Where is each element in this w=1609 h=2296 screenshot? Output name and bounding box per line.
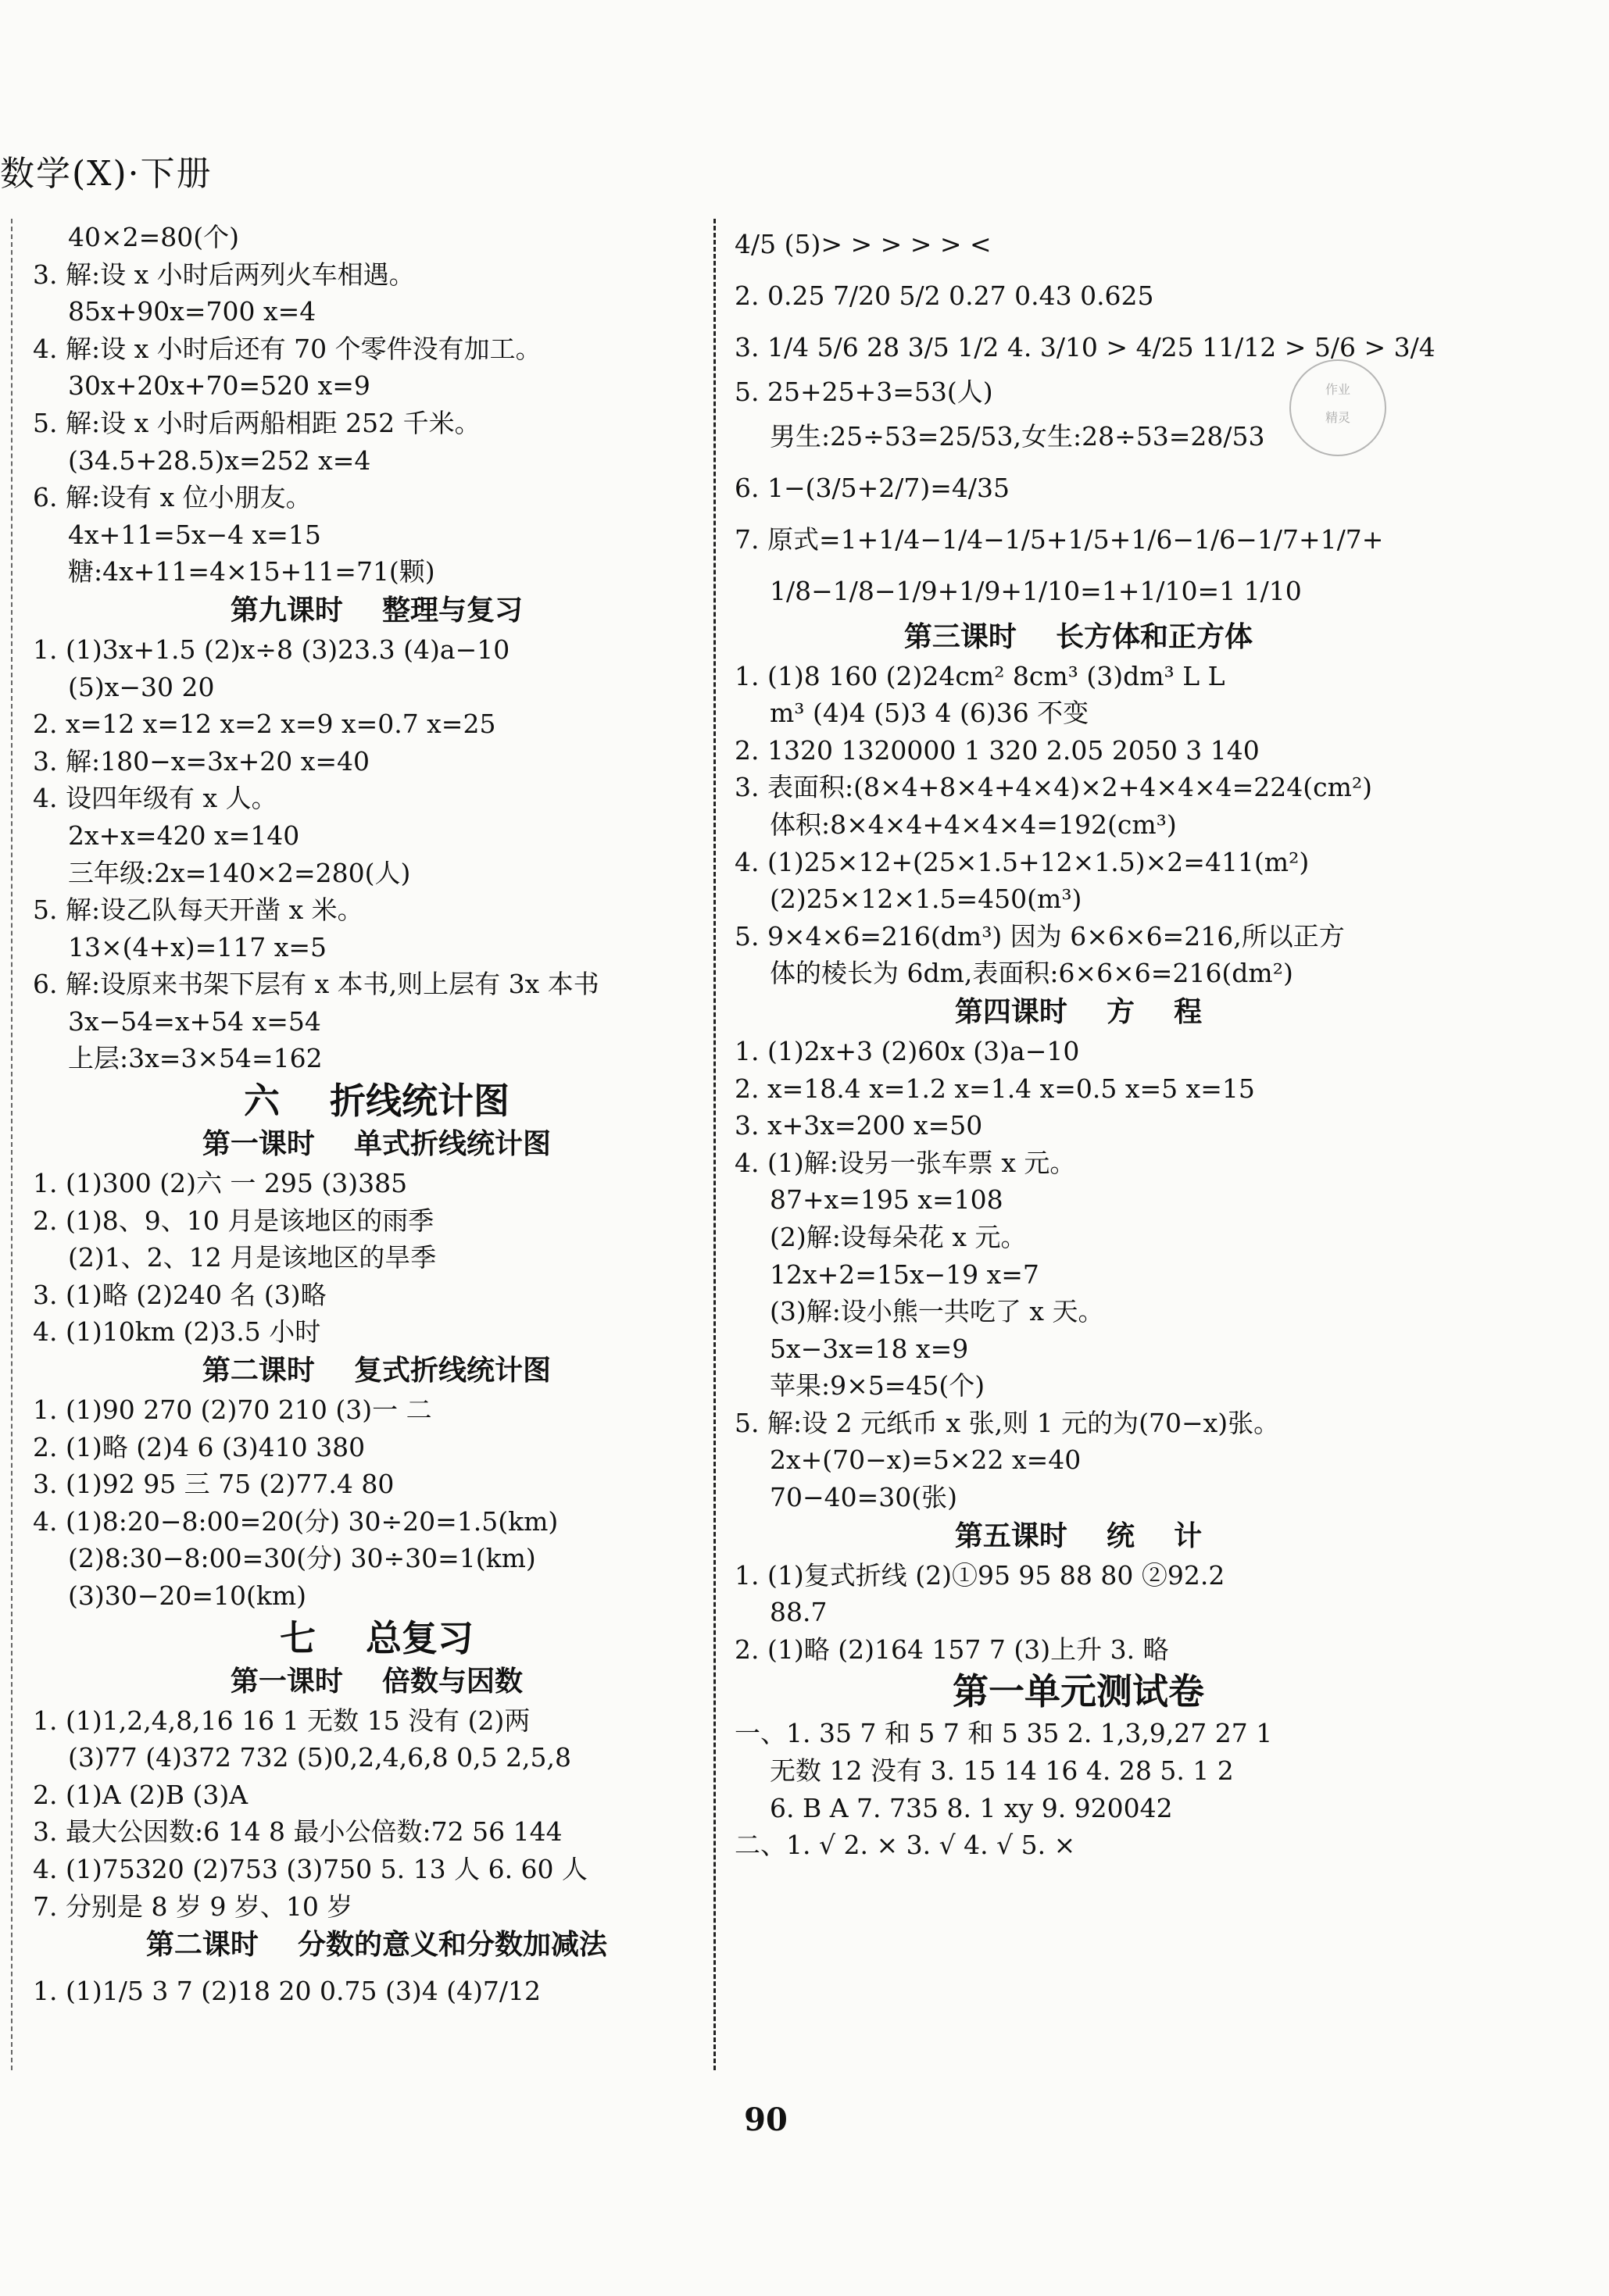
stamp-line-2: 精灵 — [1325, 410, 1350, 425]
answer-line: 4. (1)75320 (2)753 (3)750 5. 13 人 6. 60 人 — [33, 1853, 588, 1884]
answer-line: 2. (1)略 (2)4 6 (3)410 380 — [33, 1431, 366, 1462]
answer-line: 4. (1)25×12+(25×1.5+12×1.5)×2=411(m²) — [735, 846, 1310, 877]
answer-line: 40×2=80(个) — [68, 222, 240, 252]
answer-line: 87+x=195 x=108 — [770, 1184, 1003, 1216]
answer-line: 3. 最大公因数:6 14 8 最小公倍数:72 56 144 — [33, 1816, 563, 1848]
chapter-heading: 第一单元测试卷 — [953, 1670, 1204, 1713]
answer-line: 3. 1/4 5/6 28 3/5 1/2 4. 3/10 > 4/25 11/12 > 5/6 > 3/4 — [735, 332, 1436, 362]
answer-line: (3)解:设小熊一共吃了 x 天。 — [770, 1296, 1104, 1327]
left-margin-rule — [11, 219, 13, 2070]
answer-line: 7. 分别是 8 岁 9 岁、10 岁 — [33, 1891, 353, 1922]
answer-line: 12x+2=15x−19 x=7 — [770, 1259, 1039, 1290]
answer-line: (5)x−30 20 — [68, 671, 215, 702]
answer-line: 5. 解:设乙队每天开凿 x 米。 — [33, 894, 363, 926]
answer-line: 2. 1320 1320000 1 320 2.05 2050 3 140 — [735, 734, 1260, 766]
answer-line: 1. (1)8 160 (2)24cm² 8cm³ (3)dm³ L L — [735, 660, 1225, 691]
answer-line: (2)25×12×1.5=450(m³) — [770, 884, 1082, 915]
answer-line: 2. (1)8、9、10 月是该地区的雨季 — [33, 1205, 434, 1236]
answer-line: 3x−54=x+54 x=54 — [68, 1005, 321, 1037]
answer-line: 6. 1−(3/5+2/7)=4/35 — [735, 472, 1010, 503]
answer-line: (34.5+28.5)x=252 x=4 — [68, 445, 371, 476]
answer-line: 1. (1)2x+3 (2)60x (3)a−10 — [735, 1035, 1080, 1066]
answer-line: 5. 解:设 2 元纸币 x 张,则 1 元的为(70−x)张。 — [735, 1407, 1280, 1438]
answer-line: 6. B A 7. 735 8. 1 xy 9. 920042 — [770, 1792, 1173, 1823]
right-column — [735, 219, 1436, 1864]
answer-line: 糖:4x+11=4×15+11=71(颗) — [68, 556, 435, 587]
answer-line: 2. (1)略 (2)164 157 7 (3)上升 3. 略 — [735, 1634, 1169, 1665]
answer-line: (3)30−20=10(km) — [68, 1580, 307, 1611]
answer-line: 85x+90x=700 x=4 — [68, 296, 316, 327]
answer-line: 2x+x=420 x=140 — [68, 819, 300, 851]
answer-line: 1. (1)300 (2)六 一 295 (3)385 — [33, 1168, 408, 1199]
section-heading: 第五课时 统 计 — [954, 1519, 1203, 1552]
answer-line: 6. 解:设有 x 位小朋友。 — [33, 482, 312, 513]
section-heading: 第三课时 长方体和正方体 — [903, 620, 1253, 653]
chapter-heading: 六 折线统计图 — [243, 1080, 510, 1123]
answer-line: 上层:3x=3×54=162 — [68, 1043, 323, 1074]
answer-line: (2)解:设每朵花 x 元。 — [770, 1221, 1027, 1252]
answer-line: 6. 解:设原来书架下层有 x 本书,则上层有 3x 本书 — [33, 969, 599, 1000]
answer-line: 2. x=12 x=12 x=2 x=9 x=0.7 x=25 — [33, 709, 496, 740]
answer-line: (3)77 (4)372 732 (5)0,2,4,6,8 0,5 2,5,8 — [68, 1742, 572, 1773]
answer-line: 5x−3x=18 x=9 — [770, 1333, 969, 1364]
section-heading: 第九课时 整理与复习 — [230, 594, 524, 627]
answer-line: 2. (1)A (2)B (3)A — [33, 1779, 249, 1810]
answer-line: 1. (1)复式折线 (2)①95 95 88 80 ②92.2 — [735, 1559, 1225, 1591]
answer-line: 1/8−1/8−1/9+1/9+1/10=1+1/10=1 1/10 — [770, 575, 1302, 606]
answer-line: 体的棱长为 6dm,表面积:6×6×6=216(dm²) — [770, 958, 1293, 989]
answer-line: 体积:8×4×4+4×4×4=192(cm³) — [770, 809, 1177, 840]
section-heading: 第一课时 倍数与因数 — [230, 1665, 524, 1698]
answer-line: 苹果:9×5=45(个) — [770, 1370, 985, 1402]
answer-line: 4/5 (5)> > > > > < — [735, 229, 992, 259]
answer-line: 5. 9×4×6=216(dm³) 因为 6×6×6=216,所以正方 — [735, 920, 1345, 952]
answer-line: 3. 表面积:(8×4+8×4+4×4)×2+4×4×4=224(cm²) — [735, 772, 1373, 803]
section-heading: 第二课时 分数的意义和分数加减法 — [145, 1929, 608, 1962]
answer-line: 13×(4+x)=117 x=5 — [68, 931, 327, 962]
answer-line: 1. (1)1/5 3 7 (2)18 20 0.75 (3)4 (4)7/12 — [33, 1976, 542, 2007]
answer-line: 5. 25+25+3=53(人) — [735, 377, 993, 407]
answer-line: 3. x+3x=200 x=50 — [735, 1110, 983, 1141]
answer-line: 2x+(70−x)=5×22 x=40 — [770, 1444, 1082, 1476]
answer-line: 70−40=30(张) — [770, 1482, 958, 1513]
answer-line: 3. 解:180−x=3x+20 x=40 — [33, 745, 370, 777]
page-header: 数学(X)·下册 — [0, 154, 213, 194]
answer-line: 4. (1)解:设另一张车票 x 元。 — [735, 1147, 1076, 1178]
chapter-heading: 七 总复习 — [279, 1616, 474, 1659]
answer-line: 无数 12 没有 3. 15 14 16 4. 28 5. 1 2 — [770, 1755, 1234, 1787]
answer-line: 88.7 — [770, 1597, 828, 1628]
answer-line: 5. 解:设 x 小时后两船相距 252 千米。 — [33, 407, 481, 438]
answer-line: 2. x=18.4 x=1.2 x=1.4 x=0.5 x=5 x=15 — [735, 1073, 1255, 1104]
answer-line: 3. 解:设 x 小时后两列火车相遇。 — [33, 259, 415, 290]
page-number: 90 — [744, 2101, 788, 2138]
section-heading: 第一课时 单式折线统计图 — [202, 1128, 552, 1161]
answer-line: (2)1、2、12 月是该地区的旱季 — [68, 1242, 437, 1273]
answer-line: 4. 设四年级有 x 人。 — [33, 783, 277, 814]
answer-line: 7. 原式=1+1/4−1/4−1/5+1/5+1/6−1/6−1/7+1/7+ — [735, 523, 1384, 555]
answer-line: 三年级:2x=140×2=280(人) — [68, 857, 411, 888]
answer-line: 4. 解:设 x 小时后还有 70 个零件没有加工。 — [33, 333, 542, 364]
stamp-line-1: 作业 — [1325, 382, 1350, 397]
answer-line: 4. (1)10km (2)3.5 小时 — [33, 1316, 321, 1348]
answer-line: 二、1. √ 2. × 3. √ 4. √ 5. × — [735, 1830, 1076, 1861]
answer-line: 4. (1)8:20−8:00=20(分) 30÷20=1.5(km) — [33, 1505, 559, 1537]
answer-line: 1. (1)90 270 (2)70 210 (3)一 二 — [33, 1394, 432, 1426]
answer-line: 2. 0.25 7/20 5/2 0.27 0.43 0.625 — [735, 280, 1154, 311]
answer-line: 男生:25÷53=25/53,女生:28÷53=28/53 — [770, 420, 1265, 452]
answer-line: 一、1. 35 7 和 5 7 和 5 35 2. 1,3,9,27 27 1 — [735, 1718, 1273, 1749]
answer-line: m³ (4)4 (5)3 4 (6)36 不变 — [770, 698, 1089, 729]
answer-line: 30x+20x+70=520 x=9 — [68, 370, 370, 402]
answer-line: 4x+11=5x−4 x=15 — [68, 519, 321, 550]
answer-line: 1. (1)3x+1.5 (2)x÷8 (3)23.3 (4)a−10 — [33, 634, 510, 665]
answer-line: 1. (1)1,2,4,8,16 16 1 无数 15 没有 (2)两 — [33, 1705, 531, 1736]
watermark-stamp — [1289, 359, 1386, 456]
section-heading: 第二课时 复式折线统计图 — [202, 1355, 552, 1387]
answer-line: (2)8:30−8:00=30(分) 30÷30=1(km) — [68, 1543, 536, 1574]
answer-line: 3. (1)92 95 三 75 (2)77.4 80 — [33, 1469, 395, 1500]
section-heading: 第四课时 方 程 — [954, 995, 1203, 1028]
answer-line: 3. (1)略 (2)240 名 (3)略 — [33, 1279, 327, 1310]
left-column — [33, 219, 720, 2017]
